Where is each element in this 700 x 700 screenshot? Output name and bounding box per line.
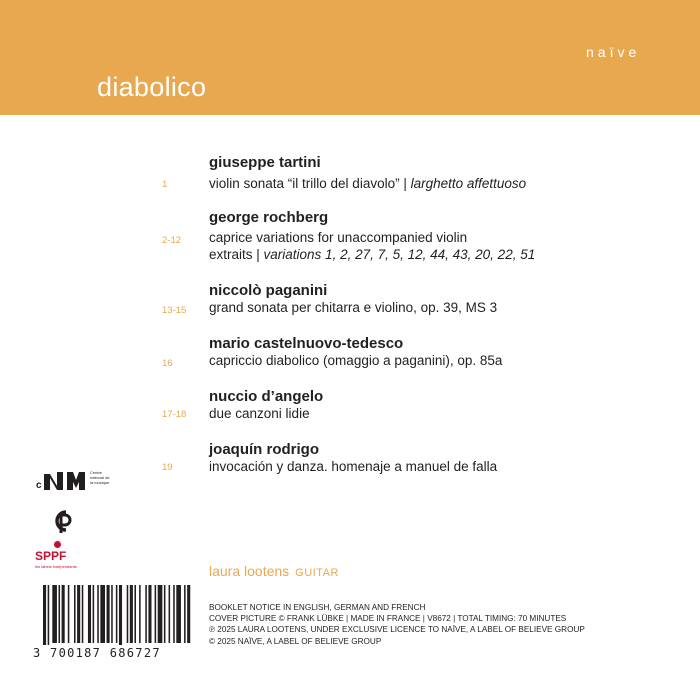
sppf-logo bbox=[35, 541, 85, 571]
credits-line: ℗ 2025 LAURA LOOTENS, UNDER EXCLUSIVE LICENCE TO NAÏVE, A LABEL OF BELIEVE GROUP bbox=[209, 625, 585, 635]
work-title-italic: larghetto affettuoso bbox=[410, 176, 527, 191]
barcode-bar bbox=[111, 585, 113, 643]
work-title-main: extraits | bbox=[209, 247, 264, 262]
barcode-bar bbox=[77, 585, 80, 643]
performer-role: GUITAR bbox=[295, 567, 339, 579]
credits-line: COVER PICTURE © FRANK LÜBKE | MADE IN FRANCE | V8672 | TOTAL TIMING: 70 MINUTES bbox=[209, 614, 567, 624]
cnm-logo bbox=[36, 466, 110, 499]
track-number: 19 bbox=[162, 462, 173, 473]
composer-name: joaquín rodrigo bbox=[209, 441, 319, 458]
work-title: due canzoni lidie bbox=[209, 406, 310, 421]
work-title: caprice variations for unaccompanied violin bbox=[209, 230, 468, 245]
barcode-bar bbox=[116, 585, 118, 643]
barcode-bar bbox=[82, 585, 84, 643]
composer-name: giuseppe tartini bbox=[209, 154, 321, 171]
performer-name: laura lootens bbox=[209, 563, 290, 579]
cnm-line: Centre bbox=[90, 470, 103, 475]
album-title: diabolico bbox=[97, 72, 207, 102]
barcode-bar bbox=[107, 585, 110, 643]
barcode-bars bbox=[33, 583, 195, 645]
composer-name: nuccio d’angelo bbox=[209, 388, 324, 405]
barcode-bar bbox=[88, 585, 91, 643]
cnm-line: la musique bbox=[90, 480, 110, 485]
barcode-bar bbox=[97, 585, 99, 643]
credits-line: BOOKLET NOTICE IN ENGLISH, GERMAN AND FRENCH bbox=[209, 603, 426, 612]
sppf-subtext: les labels indépendants bbox=[35, 564, 77, 569]
barcode-bar bbox=[43, 585, 46, 645]
track-number: 13-15 bbox=[162, 305, 187, 316]
barcode-bar bbox=[74, 585, 76, 643]
work-title-italic: variations 1, 2, 27, 7, 5, 12, 44, 43, 20, 22, 51 bbox=[263, 247, 536, 262]
barcode-bar bbox=[155, 585, 157, 643]
barcode-bar bbox=[139, 585, 141, 643]
naive-label-logo: naïve bbox=[586, 44, 641, 60]
sppf-dot-icon bbox=[54, 541, 61, 548]
track-number: 16 bbox=[162, 358, 173, 369]
barcode-bar bbox=[176, 585, 181, 643]
track-number: 1 bbox=[162, 179, 168, 190]
credits-line: © 2025 NAÏVE, A LABEL OF BELIEVE GROUP bbox=[209, 636, 382, 646]
barcode-bar bbox=[173, 585, 175, 643]
barcode-bar bbox=[187, 585, 190, 643]
credits-block bbox=[209, 602, 585, 647]
barcode-bar bbox=[158, 585, 163, 643]
composer-name: mario castelnuovo-tedesco bbox=[209, 335, 404, 352]
work-title: grand sonata per chitarra e violino, op. 39, MS 3 bbox=[209, 300, 498, 315]
track-number: 17-18 bbox=[162, 409, 187, 420]
barcode-bar bbox=[62, 585, 65, 643]
cnm-logo-mark bbox=[36, 466, 86, 494]
barcode-bar bbox=[184, 585, 186, 643]
work-title-main: violin sonata “il trillo del diavolo” | bbox=[209, 176, 411, 191]
barcode-bar bbox=[164, 585, 166, 643]
sppf-text: SPPF bbox=[35, 549, 67, 563]
cnm-line: national de bbox=[90, 475, 110, 480]
performer bbox=[209, 563, 339, 579]
barcode-bar bbox=[100, 585, 105, 643]
composer-name: george rochberg bbox=[209, 209, 329, 226]
barcode-bar bbox=[52, 585, 57, 643]
barcode-bar bbox=[48, 585, 50, 645]
barcode bbox=[33, 583, 195, 668]
svg-text:c: c bbox=[36, 480, 42, 491]
barcode-bar bbox=[68, 585, 70, 643]
barcode-bar bbox=[134, 585, 136, 643]
barcode-bar bbox=[130, 585, 133, 643]
work-title: capriccio diabolico (omaggio a paganini), op. 85a bbox=[209, 353, 503, 368]
barcode-bar bbox=[145, 585, 147, 643]
work-title bbox=[209, 176, 526, 191]
barcode-number: 3 700187 686727 bbox=[33, 646, 161, 660]
cnm-logo-text bbox=[90, 470, 110, 485]
barcode-bar bbox=[93, 585, 95, 643]
work-title: invocación y danza. homenaje a manuel de falla bbox=[209, 459, 498, 474]
barcode-bar bbox=[119, 585, 122, 645]
track-number: 2-12 bbox=[162, 235, 182, 246]
work-title-line2 bbox=[209, 247, 535, 262]
barcode-bar bbox=[169, 585, 171, 643]
header-band bbox=[0, 0, 700, 115]
composer-name: niccolò paganini bbox=[209, 282, 328, 299]
cp-icon bbox=[52, 508, 74, 534]
barcode-bar bbox=[59, 585, 61, 643]
barcode-bar bbox=[127, 585, 129, 643]
copyright-p-logo bbox=[52, 508, 74, 539]
barcode-bar bbox=[148, 585, 151, 643]
